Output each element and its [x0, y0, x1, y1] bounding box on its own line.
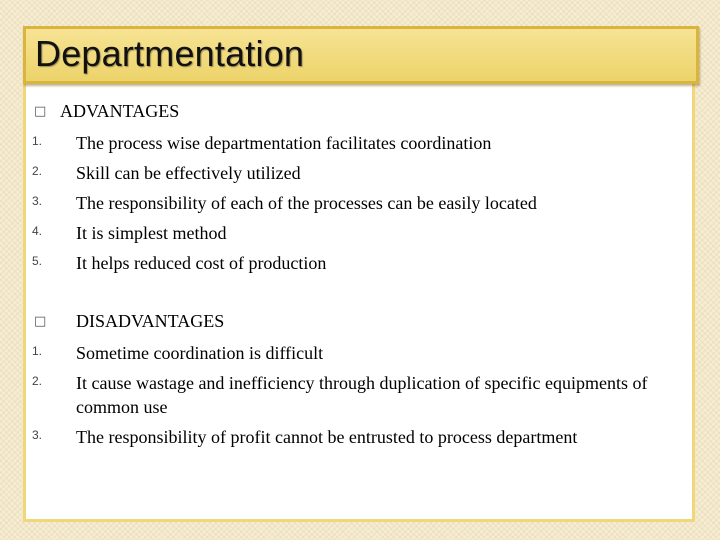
item-number: 1.: [32, 344, 43, 358]
advantages-heading: ADVANTAGES: [60, 101, 180, 121]
item-number: 4.: [32, 224, 43, 238]
item-number: 5.: [32, 254, 43, 268]
item-number: 1.: [32, 134, 43, 148]
item-number: 3.: [32, 194, 43, 208]
item-text: Skill can be effectively utilized: [76, 163, 301, 183]
item-text: It cause wastage and inefficiency through duplication of specific equipments of common use: [76, 373, 648, 417]
disadvantages-heading: DISADVANTAGES: [76, 311, 225, 331]
square-bullet-icon: □: [34, 314, 47, 329]
item-text: Sometime coordination is difficult: [76, 343, 324, 363]
item-number: 3.: [32, 428, 43, 442]
item-text: It helps reduced cost of production: [76, 253, 327, 273]
item-text: It is simplest method: [76, 223, 227, 243]
title-bar: [23, 26, 699, 84]
item-number: 2.: [32, 374, 43, 388]
square-bullet-icon: □: [34, 104, 47, 119]
item-text: The responsibility of each of the processes can be easily located: [76, 193, 537, 213]
item-text: The responsibility of profit cannot be entrusted to process department: [76, 427, 578, 447]
item-number: 2.: [32, 164, 43, 178]
item-text: The process wise departmentation facilitates coordination: [76, 133, 492, 153]
page-title: Departmentation: [35, 33, 305, 74]
